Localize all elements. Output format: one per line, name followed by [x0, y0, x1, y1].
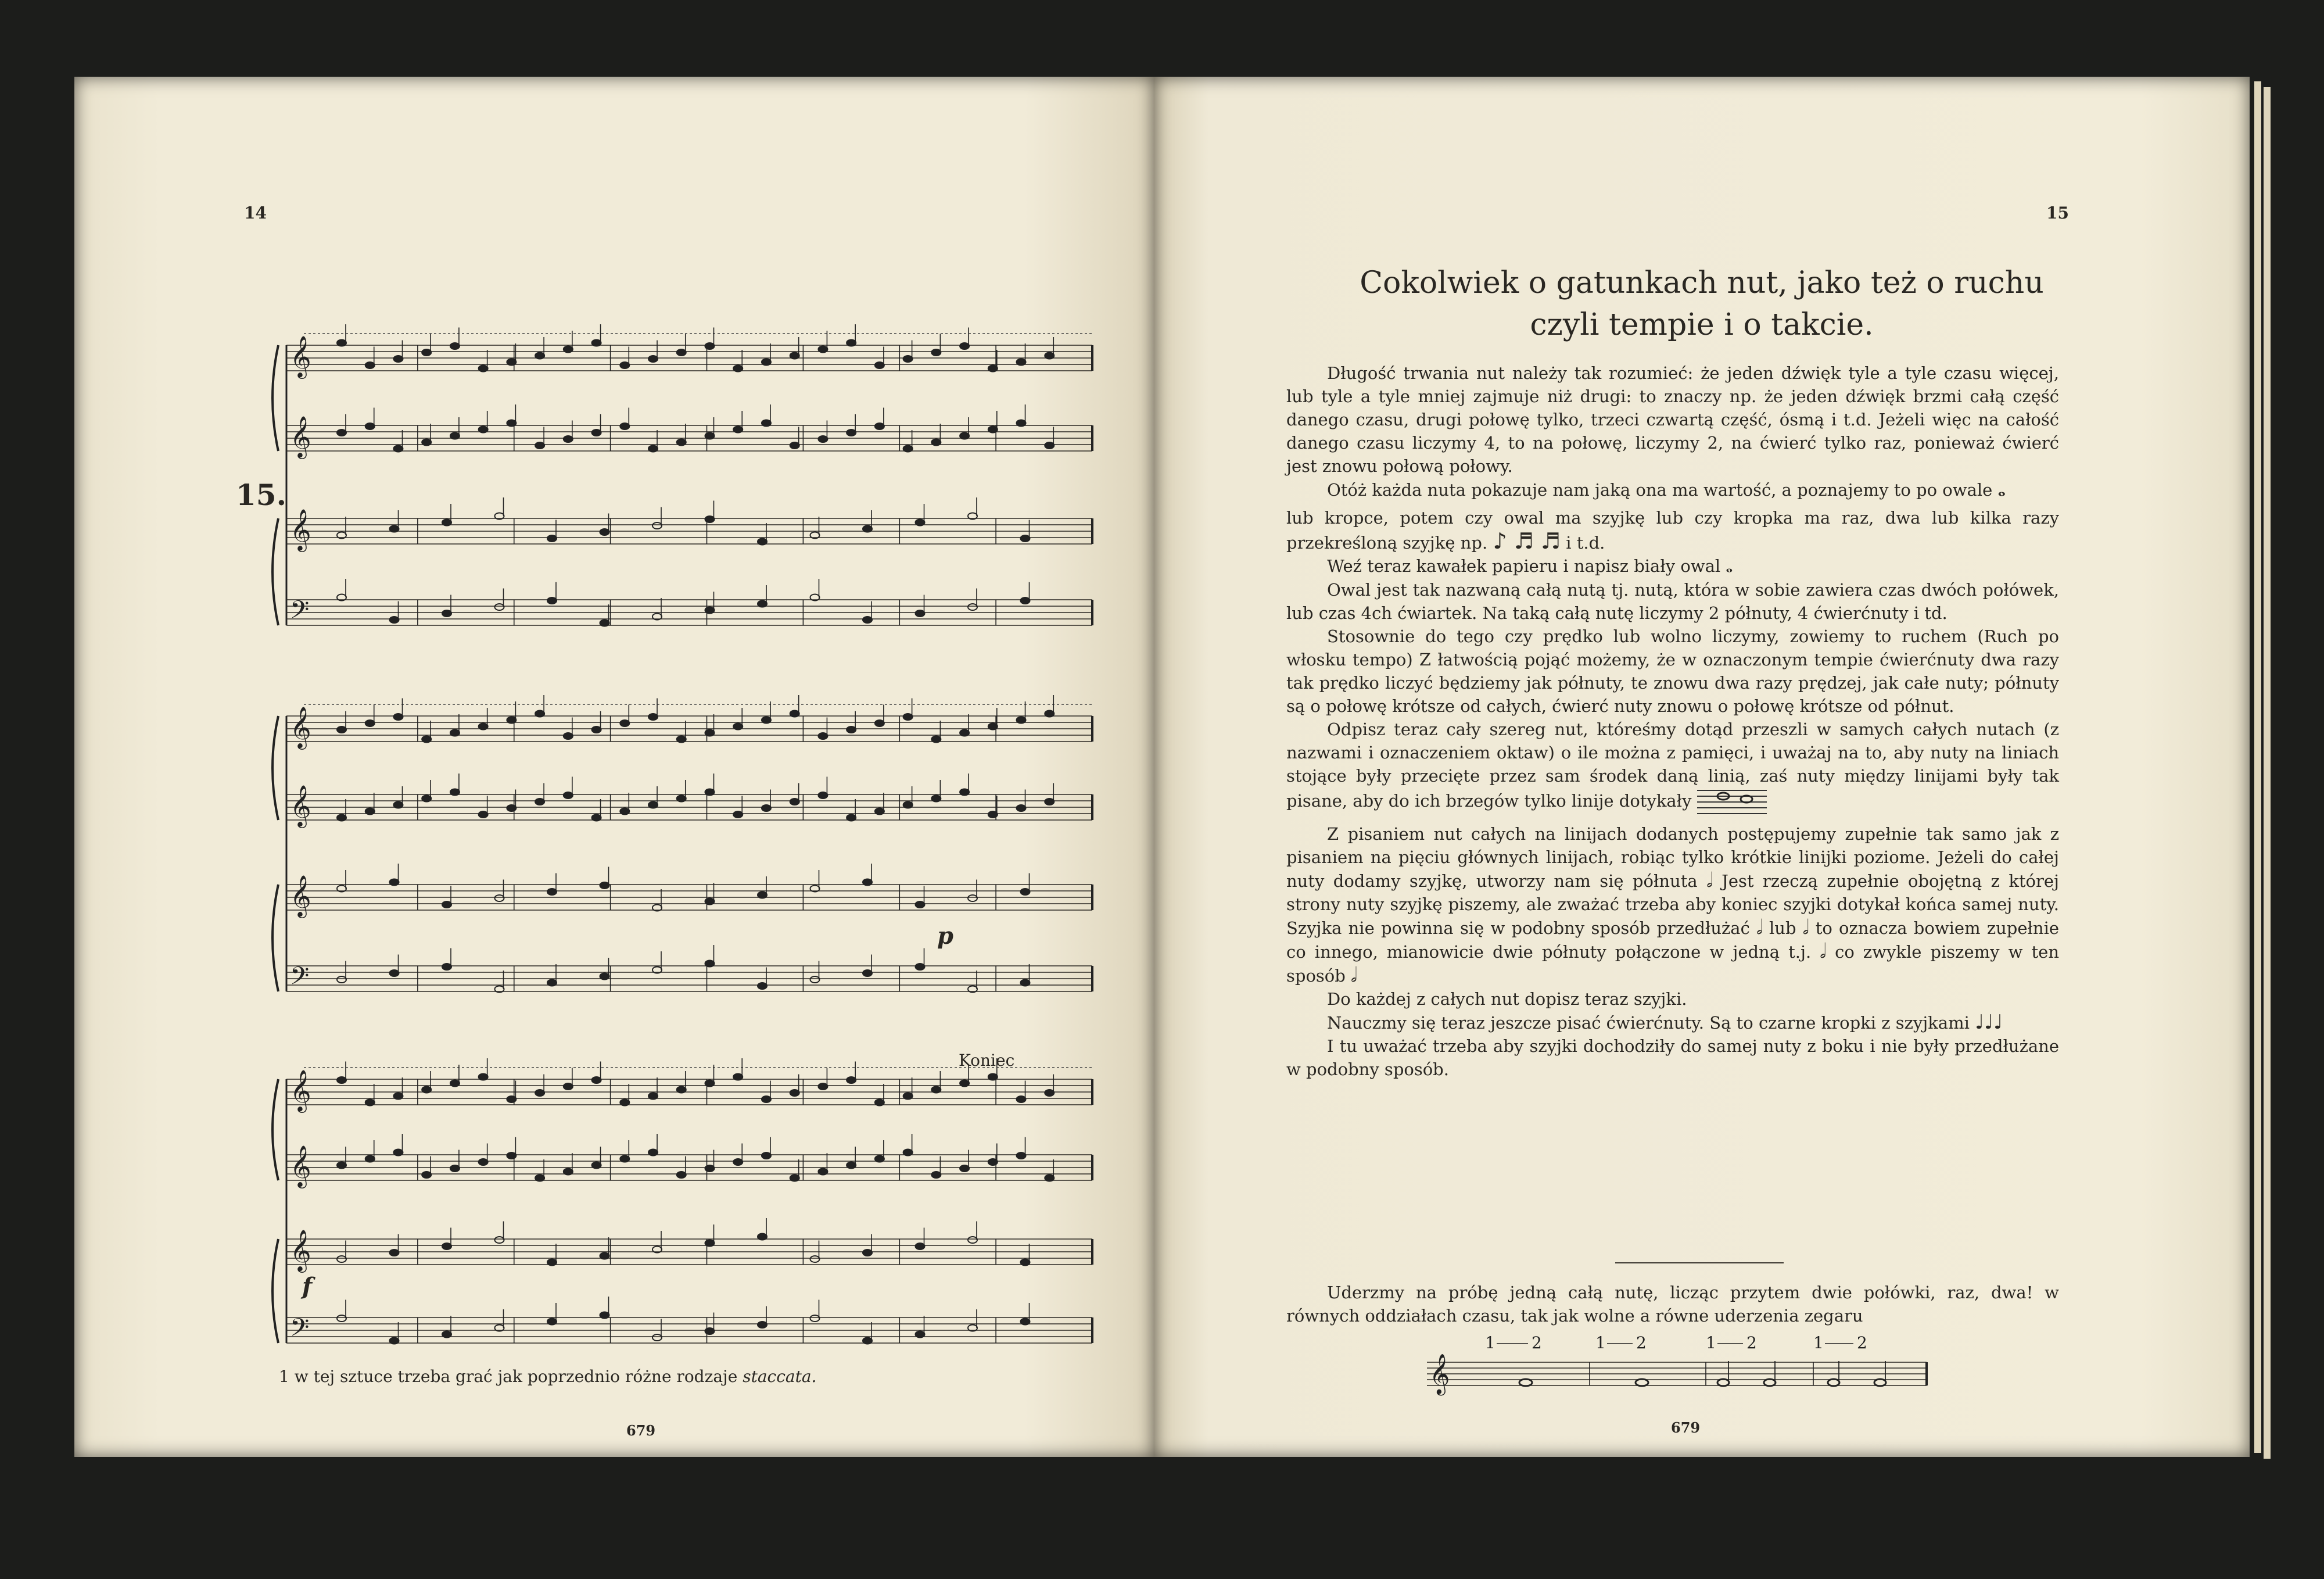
note-head — [758, 539, 767, 545]
brace — [272, 885, 278, 991]
note-head — [762, 717, 771, 724]
note-head — [600, 882, 609, 889]
note-head — [705, 898, 715, 905]
note-head — [535, 1090, 544, 1096]
note-head — [875, 362, 884, 368]
brace — [272, 518, 278, 625]
note-head — [390, 970, 399, 976]
note-head — [916, 1243, 925, 1249]
note-head — [507, 359, 516, 366]
note-head — [916, 610, 925, 617]
note-head — [547, 597, 557, 604]
note-head — [988, 724, 998, 730]
note-head — [733, 724, 743, 730]
paragraph: Z pisaniem nut całych na linijach dodanych postępujemy zupełnie tak samo jak z pisaniem na pięciu głównych linijach, robiąc tylko krótkie linijki poziome. Jeżeli do całej nuty dodamy szyjkę, utworzy nam się półnuta 𝅗𝅥 Jest rzeczą zupełnie obojętną z której strony nuty szyjkę piszemy, ale zważać trzeba aby koniec szyjki dotykał końca samej nuty. Szyjka nie powinna się w podobny sposób przedłużać 𝅗𝅥 lub 𝅗𝅥 to oznacza bowiem zupełnie co innego, mianowicie dwie półnuty połączone w jedną t.j. 𝅗𝅥 co zwykle piszemy w ten sposób 𝅗𝅥 — [1286, 824, 2060, 987]
note-head — [600, 1312, 609, 1319]
note-head — [620, 808, 629, 815]
note-head — [592, 815, 601, 821]
note-head — [547, 889, 557, 895]
note-head — [916, 964, 925, 970]
caption-italic: staccata. — [743, 1367, 817, 1386]
note-head — [1017, 359, 1026, 366]
note-head — [931, 349, 941, 356]
note-head — [422, 1172, 431, 1178]
note-head — [1045, 1090, 1054, 1096]
note-head — [365, 808, 375, 815]
note-head — [592, 726, 601, 733]
note-head — [916, 1331, 925, 1338]
note-head — [507, 1096, 516, 1102]
note-head — [535, 711, 544, 717]
whole-note — [1519, 1379, 1532, 1386]
note-head — [442, 520, 451, 526]
note-head — [535, 353, 544, 359]
note-head — [620, 1100, 629, 1106]
note-head — [535, 1175, 544, 1181]
paragraph: Owal jest tak nazwaną całą nutą tj. nutą, która w sobie zawiera czas dwóch połówek, lub czas 4ch ćwiartek. Na taką całą nutę liczymy 2 półnuty, 4 ćwierćnuty i td. — [1286, 580, 2059, 623]
note-head — [337, 1256, 346, 1262]
note-head — [479, 366, 488, 372]
page-edge — [2254, 81, 2261, 1453]
treble-clef-icon: 𝄞 — [290, 508, 311, 550]
body-text-2 — [1286, 1281, 2059, 1327]
note-head — [705, 789, 715, 796]
bass-clef-icon: 𝄢 — [290, 962, 310, 997]
ornamental-rule — [1615, 1262, 1784, 1263]
dynamic-forte: f — [302, 1273, 313, 1300]
note-head — [479, 427, 488, 433]
note-head — [422, 1087, 431, 1093]
note-head — [390, 1249, 399, 1256]
caption-text: 1 w tej sztuce trzeba grać jak poprzednio różne rodzaje — [279, 1367, 738, 1386]
note-head — [960, 1165, 969, 1172]
note-head — [733, 811, 743, 818]
note-head — [592, 1077, 601, 1083]
footer-plate-number: 679 — [626, 1422, 656, 1439]
treble-clef-icon: 𝄞 — [290, 1229, 311, 1271]
note-head — [931, 796, 941, 802]
note-head — [507, 1152, 516, 1159]
note-head — [790, 1175, 799, 1181]
note-head — [479, 724, 488, 730]
note-head — [733, 427, 743, 433]
note-head — [705, 1165, 715, 1172]
note-head — [960, 789, 969, 796]
whole-note — [1636, 1379, 1648, 1386]
note-head — [365, 1156, 375, 1162]
note-head — [988, 811, 998, 818]
note-head — [875, 423, 884, 429]
note-head — [790, 799, 799, 805]
note-head — [847, 429, 856, 436]
note-head — [968, 895, 977, 901]
note-head — [1017, 805, 1026, 811]
note-head — [495, 604, 504, 610]
note-head — [600, 973, 609, 980]
note-head — [365, 720, 375, 726]
note-head — [968, 1237, 977, 1243]
treble-clef-icon: 𝄞 — [290, 1144, 311, 1187]
note-head — [733, 1159, 743, 1165]
note-head — [652, 1334, 662, 1341]
note-head — [810, 976, 820, 983]
note-head — [393, 1150, 403, 1156]
note-head — [535, 799, 544, 805]
note-head — [988, 1159, 998, 1165]
note-head — [564, 346, 573, 353]
note-head — [705, 433, 715, 439]
note-head — [1021, 597, 1030, 604]
note-head — [810, 1256, 820, 1262]
note-head — [705, 1240, 715, 1247]
note-head — [390, 1338, 399, 1344]
note-head — [903, 714, 913, 720]
footer-plate-number: 679 — [1671, 1419, 1701, 1436]
note-head — [393, 356, 403, 362]
note-head — [547, 1259, 557, 1266]
half-note — [1828, 1379, 1839, 1386]
note-head — [790, 353, 799, 359]
count-label: 2 — [1532, 1333, 1542, 1352]
count-label: 1 — [1706, 1333, 1716, 1352]
half-note — [1717, 1379, 1729, 1386]
page-edge — [2264, 87, 2271, 1459]
count-label: 2 — [1746, 1333, 1757, 1352]
paragraph: I tu uważać trzeba aby szyjki dochodziły do samej nuty z boku i nie były przedłużane w podobny sposób. — [1286, 1036, 2059, 1079]
note-head — [758, 892, 767, 898]
note-head — [479, 1159, 488, 1165]
note-head — [564, 733, 573, 739]
note-head — [931, 1087, 941, 1093]
half-note — [1874, 1379, 1886, 1386]
note-head — [442, 964, 451, 970]
count-label: 2 — [1636, 1333, 1647, 1352]
note-head — [988, 427, 998, 433]
treble-clef-icon: 𝄞 — [290, 874, 311, 916]
note-head — [1021, 1319, 1030, 1325]
note-head — [648, 1150, 658, 1156]
note-head — [916, 520, 925, 526]
note-head — [916, 901, 925, 908]
note-head — [422, 796, 431, 802]
note-head — [535, 442, 544, 449]
note-head — [847, 815, 856, 821]
note-head — [931, 1172, 941, 1178]
note-head — [705, 343, 715, 349]
music-score — [74, 77, 1154, 1355]
note-head — [931, 439, 941, 446]
note-head — [988, 1074, 998, 1080]
note-head — [1045, 1175, 1054, 1181]
note-head — [903, 446, 913, 452]
note-head — [705, 516, 715, 522]
page-number: 15 — [2046, 203, 2069, 223]
note-head — [507, 805, 516, 811]
note-head — [1045, 442, 1054, 449]
paragraph: Długość trwania nut należy tak rozumieć: że jeden dźwięk tyle a tyle czasu więcej, lub tyle a tyle mniej zajmuje niż drugi: to znaczy np. że jeden dźwięk brzmi całą część danego czasu, drugi połowę tylko, trzeci czwartą część, ósmą i t.d. Jeżeli więc na całość danego czasu liczymy 4, to na połowę, liczymy 2, na ćwierć tylko raz, ponieważ ćwierć jest znowu połową połowy. — [1286, 363, 2059, 476]
note-head — [365, 1100, 375, 1106]
note-head — [733, 366, 743, 372]
note-head — [564, 1083, 573, 1090]
note-head — [390, 879, 399, 886]
paragraph: Otóż każda nuta pokazuje nam jaką ona ma wartość, a poznajemy to po owale 𝅝 — [1327, 478, 2006, 501]
bass-clef-icon: 𝄢 — [290, 1313, 310, 1348]
note-head — [564, 436, 573, 442]
treble-clef-icon: 𝄞 — [290, 706, 311, 748]
note-head — [592, 340, 601, 346]
note-head — [677, 1087, 686, 1093]
paragraph: lub kropce, potem czy owal ma szyjkę lub czy kropka ma raz, dwa lub kilka razy przekreśloną szyjkę np. ♪ ♬ ♬ i t.d. — [1286, 508, 2059, 554]
note-head — [875, 1156, 884, 1162]
note-head — [393, 1093, 403, 1100]
note-head — [733, 1074, 743, 1080]
note-head — [337, 1162, 346, 1169]
note-head — [960, 433, 969, 439]
left-page — [74, 77, 1154, 1457]
brace — [272, 1079, 278, 1180]
bass-clef-icon: 𝄢 — [290, 596, 310, 631]
treble-clef-icon: 𝄞 — [290, 1069, 311, 1111]
note-head — [863, 526, 872, 532]
note-head — [762, 1096, 771, 1102]
note-head — [762, 1152, 771, 1159]
note-head — [705, 730, 715, 736]
count-label: 1 — [1813, 1333, 1824, 1352]
note-head — [507, 717, 516, 724]
note-head — [863, 879, 872, 886]
piece-number: 15. — [236, 478, 286, 512]
note-head — [422, 349, 431, 356]
note-head — [495, 1237, 504, 1243]
note-head — [847, 726, 856, 733]
note-head — [762, 805, 771, 811]
note-head — [875, 1100, 884, 1106]
note-head — [450, 730, 460, 736]
note-head — [810, 1315, 820, 1322]
note-head — [960, 730, 969, 736]
note-head — [818, 346, 827, 353]
note-head — [677, 349, 686, 356]
note-head — [790, 711, 799, 717]
note-head — [677, 439, 686, 446]
paragraph: Do każdej z całych nut dopisz teraz szyjki. — [1327, 989, 1687, 1009]
note-head — [1017, 1152, 1026, 1159]
note-head — [758, 1234, 767, 1240]
counting-example-staff — [1421, 1332, 1944, 1402]
note-head — [705, 961, 715, 967]
page-number: 14 — [244, 203, 267, 223]
note-head — [648, 356, 658, 362]
note-head — [393, 446, 403, 452]
note-head — [790, 442, 799, 449]
note-head — [600, 1253, 609, 1259]
note-head — [592, 429, 601, 436]
note-head — [903, 1093, 913, 1100]
note-head — [648, 714, 658, 720]
note-head — [1021, 980, 1030, 986]
body-text — [1286, 361, 2059, 1081]
note-head — [677, 1172, 686, 1178]
note-head — [620, 362, 629, 368]
note-head — [547, 1319, 557, 1325]
right-page — [1154, 77, 2250, 1457]
note-head — [1021, 1259, 1030, 1266]
note-head — [1045, 353, 1054, 359]
chapter-heading — [1266, 263, 2137, 346]
note-head — [479, 811, 488, 818]
note-head — [620, 423, 629, 429]
treble-clef-icon: 𝄞 — [290, 335, 311, 377]
note-head — [1017, 1096, 1026, 1102]
note-head — [450, 1080, 460, 1087]
note-head — [652, 522, 662, 529]
whole-note-example — [1697, 787, 1767, 817]
note-head — [450, 789, 460, 796]
note-head — [393, 802, 403, 808]
note-head — [875, 720, 884, 726]
note-head — [479, 1074, 488, 1080]
note-head — [422, 736, 431, 743]
note-head — [365, 423, 375, 429]
note-head — [547, 535, 557, 542]
note-head — [960, 1080, 969, 1087]
dynamic-piano: p — [937, 922, 953, 950]
caption — [279, 1367, 816, 1386]
count-label: 1 — [1485, 1333, 1495, 1352]
treble-clef-icon: 𝄞 — [290, 784, 311, 826]
note-head — [677, 736, 686, 743]
note-head — [818, 436, 827, 442]
note-head — [620, 720, 629, 726]
note-head — [863, 1338, 872, 1344]
count-label: 1 — [1595, 1333, 1606, 1352]
paragraph: Odpisz teraz cały szereg nut, któreśmy dotąd przeszli w samych całych nutach (z nazwami i oznaczeniem oktaw) o ile można z pamięci, i uważaj na to, aby nuty na liniach stojące były przecięte przez sam środek daną linią, zaś nuty między linijami były tak pisane, aby do ich brzegów tylko linije dotykały — [1286, 718, 2059, 817]
note-head — [337, 815, 346, 821]
note-head — [968, 604, 977, 610]
half-note — [1764, 1379, 1776, 1386]
note-head — [903, 356, 913, 362]
note-head — [648, 446, 658, 452]
note-head — [648, 1093, 658, 1100]
note-head — [847, 1077, 856, 1083]
count-label: 2 — [1857, 1333, 1867, 1352]
brace — [272, 1239, 278, 1343]
note-head — [442, 1243, 451, 1249]
note-head — [393, 714, 403, 720]
note-head — [705, 607, 715, 614]
note-head — [818, 1083, 827, 1090]
paragraph: Nauczmy się teraz jeszcze pisać ćwierćnuty. Są to czarne kropki z szyjkami ♩♩♩ — [1327, 1011, 2003, 1034]
note-head — [495, 895, 504, 901]
paragraph: Stosownie do tego czy prędko lub wolno liczymy, zowiemy to ruchem (Ruch po włosku tempo) Z łatwością pojąć możemy, że w oznaczonym tempie ćwierćnuty dwa razy tak prędko liczyć będziemy jak półnuty, te znowu dwa razy prędzej, jak całe nuty; półnuty są o połowę krótsze od całych, ćwierć nuty znowu o połowę krótsze od półnut. — [1286, 626, 2059, 716]
note-head — [450, 343, 460, 349]
end-label: Koniec — [959, 1051, 1015, 1070]
note-head — [337, 340, 346, 346]
note-head — [600, 529, 609, 535]
note-head — [818, 792, 827, 799]
note-head — [337, 1077, 346, 1083]
note-head — [390, 617, 399, 623]
note-head — [564, 792, 573, 799]
note-head — [847, 340, 856, 346]
note-head — [1017, 420, 1026, 427]
note-head — [903, 1150, 913, 1156]
note-head — [863, 1249, 872, 1256]
note-head — [337, 726, 346, 733]
note-head — [564, 1169, 573, 1175]
note-head — [988, 366, 998, 372]
note-head — [442, 1331, 451, 1338]
note-head — [931, 736, 941, 743]
paragraph: Weź teraz kawałek papieru i napisz biały owal 𝅝 — [1327, 556, 1733, 577]
note-head — [390, 526, 399, 532]
treble-clef-icon: 𝄞 — [290, 415, 311, 457]
brace — [272, 716, 278, 820]
note-head — [758, 601, 767, 607]
note-head — [705, 1080, 715, 1087]
note-head — [422, 439, 431, 446]
note-head — [758, 1322, 767, 1328]
note-head — [863, 617, 872, 623]
note-head — [1021, 535, 1030, 542]
note-head — [450, 1165, 460, 1172]
brace — [272, 345, 278, 451]
note-head — [818, 733, 827, 739]
note-head — [758, 983, 767, 989]
note-head — [705, 1328, 715, 1334]
note-head — [790, 1090, 799, 1096]
note-head — [677, 796, 686, 802]
note-head — [337, 1315, 346, 1322]
note-head — [863, 970, 872, 976]
note-head — [960, 343, 969, 349]
note-head — [1017, 717, 1026, 724]
note-head — [450, 433, 460, 439]
note-head — [903, 802, 913, 808]
note-head — [337, 976, 346, 983]
heading-line-2: czyli tempie i o takcie. — [1530, 307, 1874, 342]
note-head — [365, 362, 375, 368]
note-head — [620, 1156, 629, 1162]
note-head — [547, 980, 557, 986]
note-head — [442, 610, 451, 617]
note-head — [1045, 711, 1054, 717]
note-head — [592, 1162, 601, 1169]
note-head — [600, 620, 609, 626]
note-head — [1045, 799, 1054, 805]
paragraph: Uderzmy na próbę jedną całą nutę, licząc przytem dwie połówki, raz, dwa! w równych oddziałach czasu, tak jak wolne a równe uderzenia zegaru — [1286, 1283, 2059, 1326]
note-head — [847, 1162, 856, 1169]
note-head — [762, 359, 771, 366]
heading-line-1: Cokolwiek o gatunkach nut, jako też o ruchu — [1360, 266, 2044, 300]
note-head — [818, 1169, 827, 1175]
note-head — [507, 420, 516, 427]
note-head — [875, 808, 884, 815]
note-head — [648, 802, 658, 808]
note-head — [337, 429, 346, 436]
note-head — [762, 420, 771, 427]
note-head — [442, 901, 451, 908]
note-head — [1021, 889, 1030, 895]
treble-clef-icon: 𝄞 — [1429, 1354, 1450, 1394]
